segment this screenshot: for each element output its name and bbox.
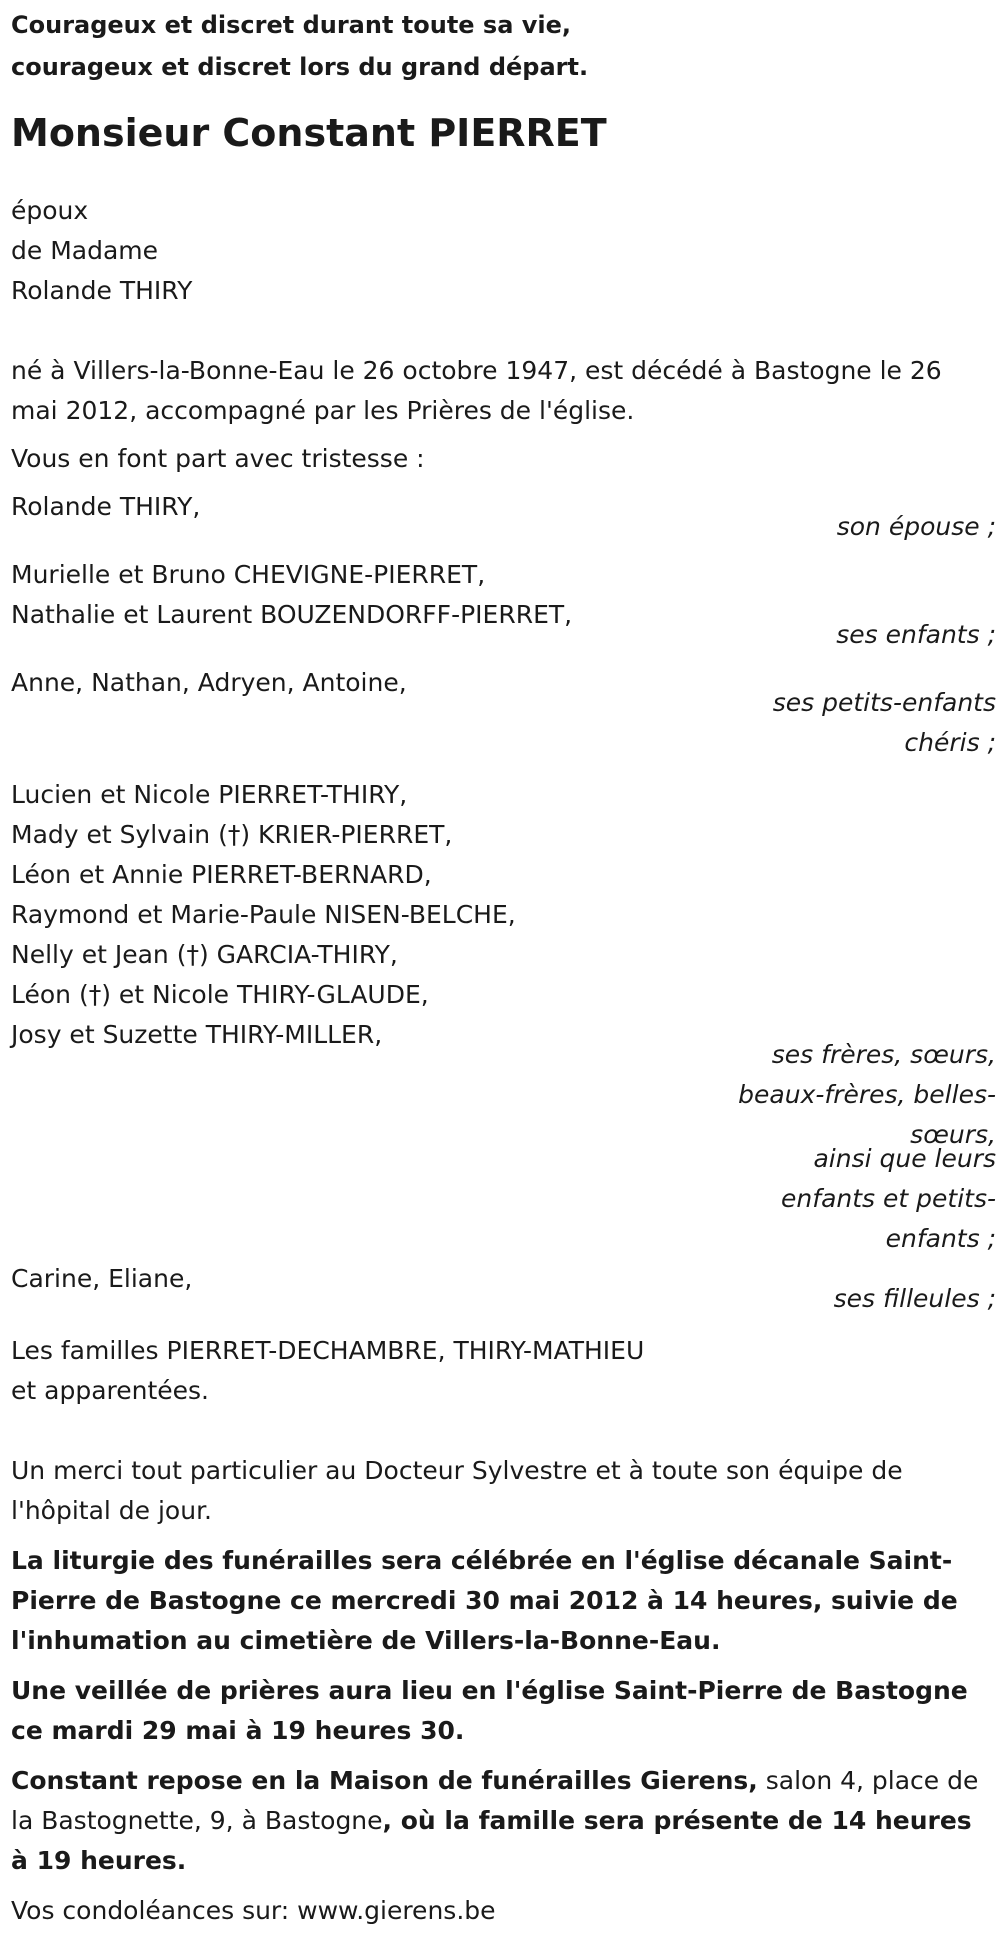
family-name: Nelly et Jean (†) GARCIA-THIRY, (11, 940, 398, 969)
family-group-godchildren (11, 1259, 996, 1319)
family-group-grandchildren (11, 663, 996, 763)
family-name: Anne, Nathan, Adryen, Antoine, (11, 668, 407, 697)
vigil-text: Une veillée de prières aura lieu en l'église Saint-Pierre de Bastogne ce mardi 29 mai à 19 heures 30. (11, 1676, 968, 1745)
announcement-intro: Vous en font part avec tristesse : (11, 444, 425, 473)
epigraph (11, 4, 996, 88)
funeral-text: La liturgie des funérailles sera célébrée en l'église décanale Saint-Pierre de Bastogne ce mercredi 30 mai 2012 à 14 heures, suivie de l'inhumation au cimetière de Villers-la-Bonne-Eau. (11, 1546, 958, 1655)
family-group-siblings (11, 775, 996, 1259)
families-line: Les familles PIERRET-DECHAMBRE, THIRY-MATHIEU (11, 1336, 645, 1365)
family-name: Mady et Sylvain (†) KRIER-PIERRET, (11, 820, 453, 849)
family-name: Lucien et Nicole PIERRET-THIRY, (11, 780, 408, 809)
family-role: enfants ; (885, 1224, 996, 1253)
condolences-text: Vos condoléances sur: www.gierens.be (11, 1896, 496, 1925)
repose-bold-part: Constant repose en la Maison de funérailles Gierens, (11, 1766, 758, 1795)
family-role: son épouse ; (836, 512, 996, 541)
family-name: Nathalie et Laurent BOUZENDORFF-PIERRET, (11, 600, 573, 629)
death-notice (11, 0, 996, 1931)
family-name: Josy et Suzette THIRY-MILLER, (11, 1020, 383, 1049)
repose-text (11, 1761, 996, 1881)
deceased-name: Monsieur Constant PIERRET (11, 111, 607, 155)
family-name: Rolande THIRY, (11, 492, 201, 521)
family-name: Carine, Eliane, (11, 1264, 193, 1293)
families-block (11, 1331, 996, 1411)
family-group-children (11, 555, 996, 655)
birth-death-text: né à Villers-la-Bonne-Eau le 26 octobre 1947, est décédé à Bastogne le 26 mai 2012, accompagné par les Prières de l'église. (11, 356, 942, 425)
family-name: Raymond et Marie-Paule NISEN-BELCHE, (11, 900, 516, 929)
family-role: beaux-frères, belles- (738, 1080, 996, 1109)
family-name: Léon (†) et Nicole THIRY-GLAUDE, (11, 980, 429, 1009)
epigraph-line: Courageux et discret durant toute sa vie, (11, 11, 572, 39)
family-role: chéris ; (904, 728, 996, 757)
family-name: Léon et Annie PIERRET-BERNARD, (11, 860, 432, 889)
family-name: Murielle et Bruno CHEVIGNE-PIERRET, (11, 560, 486, 589)
spouse-line: Rolande THIRY (11, 276, 193, 305)
repose-bold-part: , où la famille sera présente de 14 heures à 19 heures. (11, 1806, 972, 1875)
family-group-wife (11, 487, 996, 547)
family-role: ses enfants ; (836, 620, 996, 649)
family-role: ainsi que leurs (813, 1144, 996, 1173)
spouse-line: époux (11, 196, 89, 225)
spouse-block (11, 191, 996, 311)
epigraph-line: courageux et discret lors du grand départ. (11, 53, 589, 81)
families-line: et apparentées. (11, 1376, 209, 1405)
family-role: ses filleules ; (833, 1284, 996, 1313)
spouse-line: de Madame (11, 236, 159, 265)
family-role: sœurs, (910, 1120, 996, 1149)
family-role: enfants et petits- (781, 1184, 996, 1213)
family-role: ses frères, sœurs, (771, 1040, 996, 1069)
thanks-text: Un merci tout particulier au Docteur Sylvestre et à toute son équipe de l'hôpital de jour. (11, 1456, 903, 1525)
repose-address: salon 4, place de la Bastognette, 9, à Bastogne (11, 1766, 979, 1835)
family-role: ses petits-enfants (772, 688, 996, 717)
